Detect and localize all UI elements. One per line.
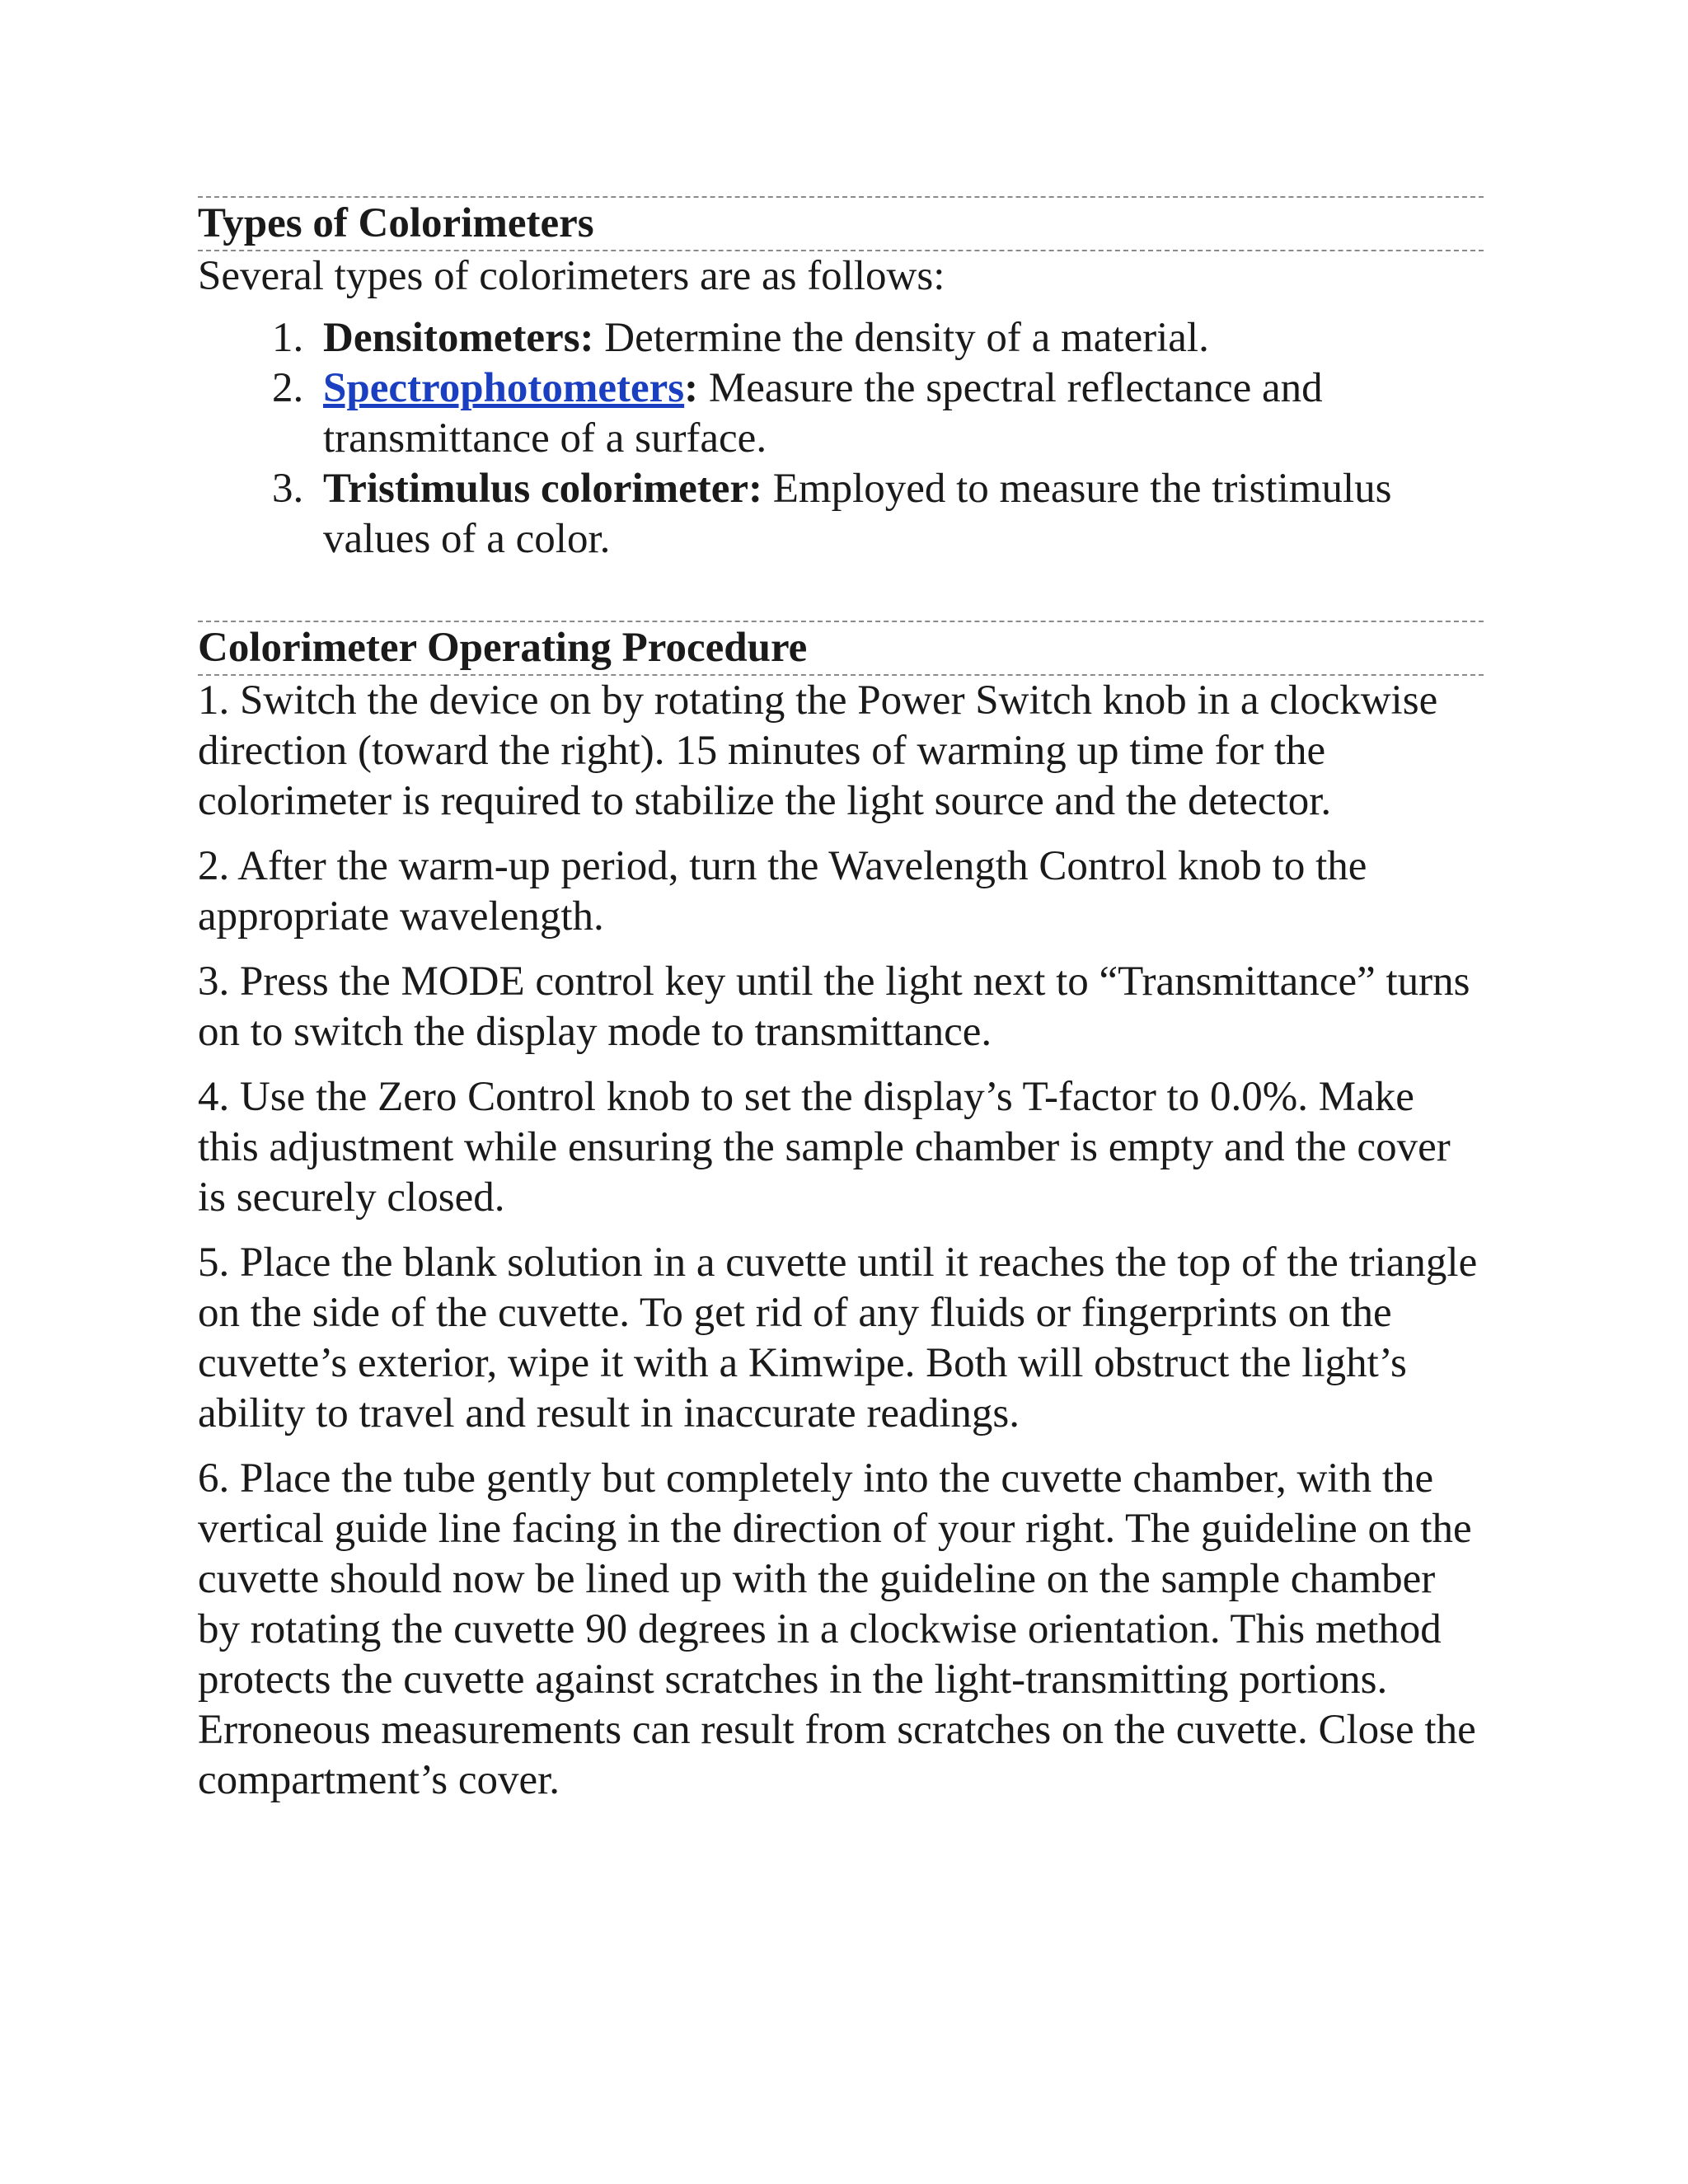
- procedure-step: 3. Press the MODE control key until the light next to “Transmittance” turns on to switch the display mode to transmittance.: [198, 958, 1470, 1055]
- term-suffix: :: [684, 365, 699, 411]
- list-item: [272, 313, 1484, 363]
- term-description: Employed to measure the tristimulus values of a color.: [323, 466, 1392, 562]
- procedure-step: 5. Place the blank solution in a cuvette until it reaches the top of the triangle on the side of the cuvette. To get rid of any fluids or fingerprints on the cuvette’s exterior, wipe it with a Kimwipe. Both will obstruct the light’s ability to travel and result in inaccurate readings.: [198, 1240, 1478, 1436]
- list-number: 1.: [272, 315, 304, 361]
- procedure-step: 6. Place the tube gently but completely into the cuvette chamber, with the vertical guide line facing in the direction of your right. The guideline on the cuvette should now be lined up with the guideline on the sample chamber by rotating the cuvette 90 degrees in a clockwise orientation. This method protects the cuvette against scratches in the light-transmitting portions. Erroneous measurements can result from scratches on the cuvette. Close the compartment’s cover.: [198, 1455, 1476, 1803]
- procedure-step: 2. After the warm-up period, turn the Wavelength Control knob to the appropriate wavelength.: [198, 843, 1367, 940]
- list-number: 2.: [272, 365, 304, 411]
- term-tristimulus: Tristimulus colorimeter:: [323, 466, 762, 512]
- section-heading-types: Types of Colorimeters: [198, 196, 1484, 251]
- document-page: [198, 196, 1484, 1821]
- procedure-step: 1. Switch the device on by rotating the Power Switch knob in a clockwise direction (toward the right). 15 minutes of warming up time for the colorimeter is required to stabilize the light source and the detector.: [198, 677, 1438, 824]
- list-item: [272, 464, 1484, 565]
- types-list: [198, 313, 1484, 565]
- list-item: [272, 363, 1484, 464]
- procedure-step: 4. Use the Zero Control knob to set the display’s T-factor to 0.0%. Make this adjustment while ensuring the sample chamber is empty and the cover is securely closed.: [198, 1074, 1451, 1221]
- term-densitometers: Densitometers:: [323, 315, 594, 361]
- list-number: 3.: [272, 466, 304, 512]
- types-intro: Several types of colorimeters are as follows:: [198, 253, 945, 299]
- section-heading-procedure: Colorimeter Operating Procedure: [198, 621, 1484, 676]
- spectrophotometers-link[interactable]: Spectrophotometers: [323, 365, 685, 411]
- term-description: Determine the density of a material.: [593, 315, 1209, 361]
- term-description: Measure the spectral reflectance and transmittance of a surface.: [323, 365, 1323, 462]
